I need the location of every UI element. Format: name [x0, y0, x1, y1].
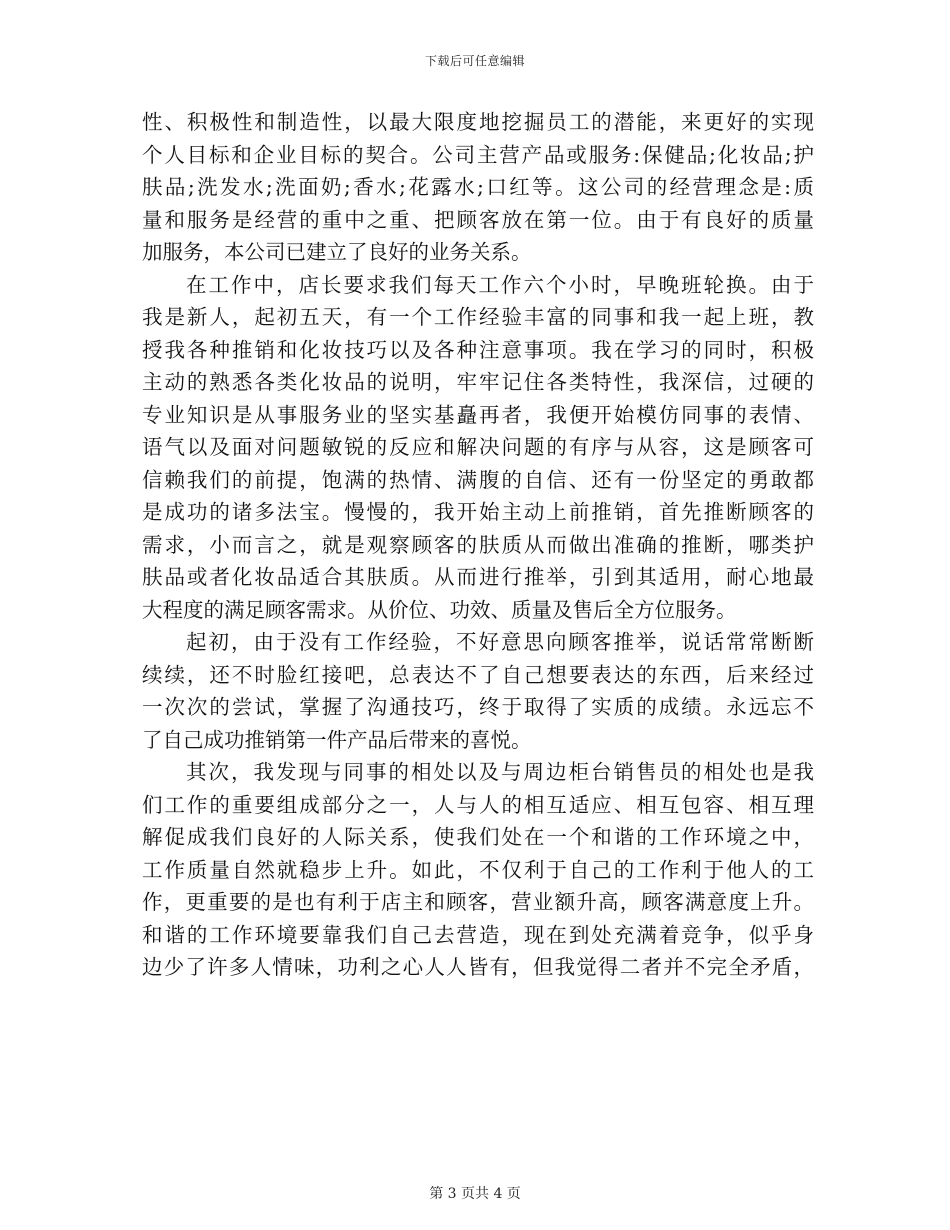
text-line: 工作质量自然就稳步上升。如此，不仅利于自己的工作利于他人的工	[142, 857, 814, 882]
text-line: 起初，由于没有工作经验，不好意思向顾客推举，说话常常断断	[186, 630, 814, 654]
text-line: 需求，小而言之，就是观察顾客的肤质从而做出准确的推断，哪类护	[142, 532, 814, 557]
text-line: 边少了许多人情味，功利之心人人皆有，但我觉得二者并不完全矛盾，	[142, 955, 814, 979]
text-line: 是成功的诸多法宝。慢慢的，我开始主动上前推销，首先推断顾客的	[142, 500, 814, 524]
page-number: 第 3 页共 4 页	[429, 1186, 521, 1202]
text-line: 授我各种推销和化妆技巧以及各种注意事项。我在学习的同时，积极	[142, 337, 814, 362]
text-line: 肤品;洗发水;洗面奶;香水;花露水;口红等。这公司的经营理念是:质	[142, 175, 814, 199]
text-line: 续续，还不时脸红接吧，总表达不了自己想要表达的东西，后来经过	[142, 662, 814, 687]
text-line: 肤品或者化妆品适合其肤质。从而进行推举，引到其适用，耐心地最	[142, 565, 814, 589]
text-line: 加服务，本公司已建立了良好的业务关系。	[142, 240, 532, 264]
text-line: 和谐的工作环境要靠我们自己去营造，现在到处充满着竞争，似乎身	[142, 922, 814, 947]
text-line: 一次次的尝试，掌握了沟通技巧，终于取得了实质的成绩。永远忘不	[142, 695, 814, 719]
document-body	[142, 106, 814, 984]
text-line: 专业知识是从事服务业的坚实基矗再者，我便开始模仿同事的表情、	[142, 402, 814, 427]
text-line: 我是新人，起初五天，有一个工作经验丰富的同事和我一起上班，教	[142, 305, 814, 329]
text-line: 们工作的重要组成部分之一，人与人的相互适应、相互包容、相互理	[142, 792, 814, 817]
text-line: 在工作中，店长要求我们每天工作六个小时，早晚班轮换。由于	[186, 272, 814, 297]
text-line: 其次，我发现与同事的相处以及与周边柜台销售员的相处也是我	[186, 760, 814, 784]
text-line: 了自己成功推销第一件产品后带来的喜悦。	[142, 727, 532, 752]
text-line: 主动的熟悉各类化妆品的说明，牢牢记住各类特性，我深信，过硬的	[142, 370, 814, 394]
text-line: 个人目标和企业目标的契合。公司主营产品或服务:保健品;化妆品;护	[142, 142, 814, 167]
text-line: 作，更重要的是也有利于店主和顾客，营业额升高，顾客满意度上升。	[142, 890, 814, 914]
page-header-note: 下载后可任意编辑	[424, 54, 525, 68]
text-line: 量和服务是经营的重中之重、把顾客放在第一位。由于有良好的质量	[142, 207, 814, 232]
text-line: 性、积极性和制造性，以最大限度地挖掘员工的潜能，来更好的实现	[142, 110, 814, 134]
text-line: 解促成我们良好的人际关系，使我们处在一个和谐的工作环境之中，	[142, 825, 814, 849]
text-line: 信赖我们的前提，饱满的热情、满腹的自信、还有一份坚定的勇敢都	[142, 467, 814, 492]
text-line: 大程度的满足顾客需求。从价位、功效、质量及售后全方位服务。	[142, 597, 737, 622]
text-line: 语气以及面对问题敏锐的反应和解决问题的有序与从容，这是顾客可	[142, 435, 814, 459]
